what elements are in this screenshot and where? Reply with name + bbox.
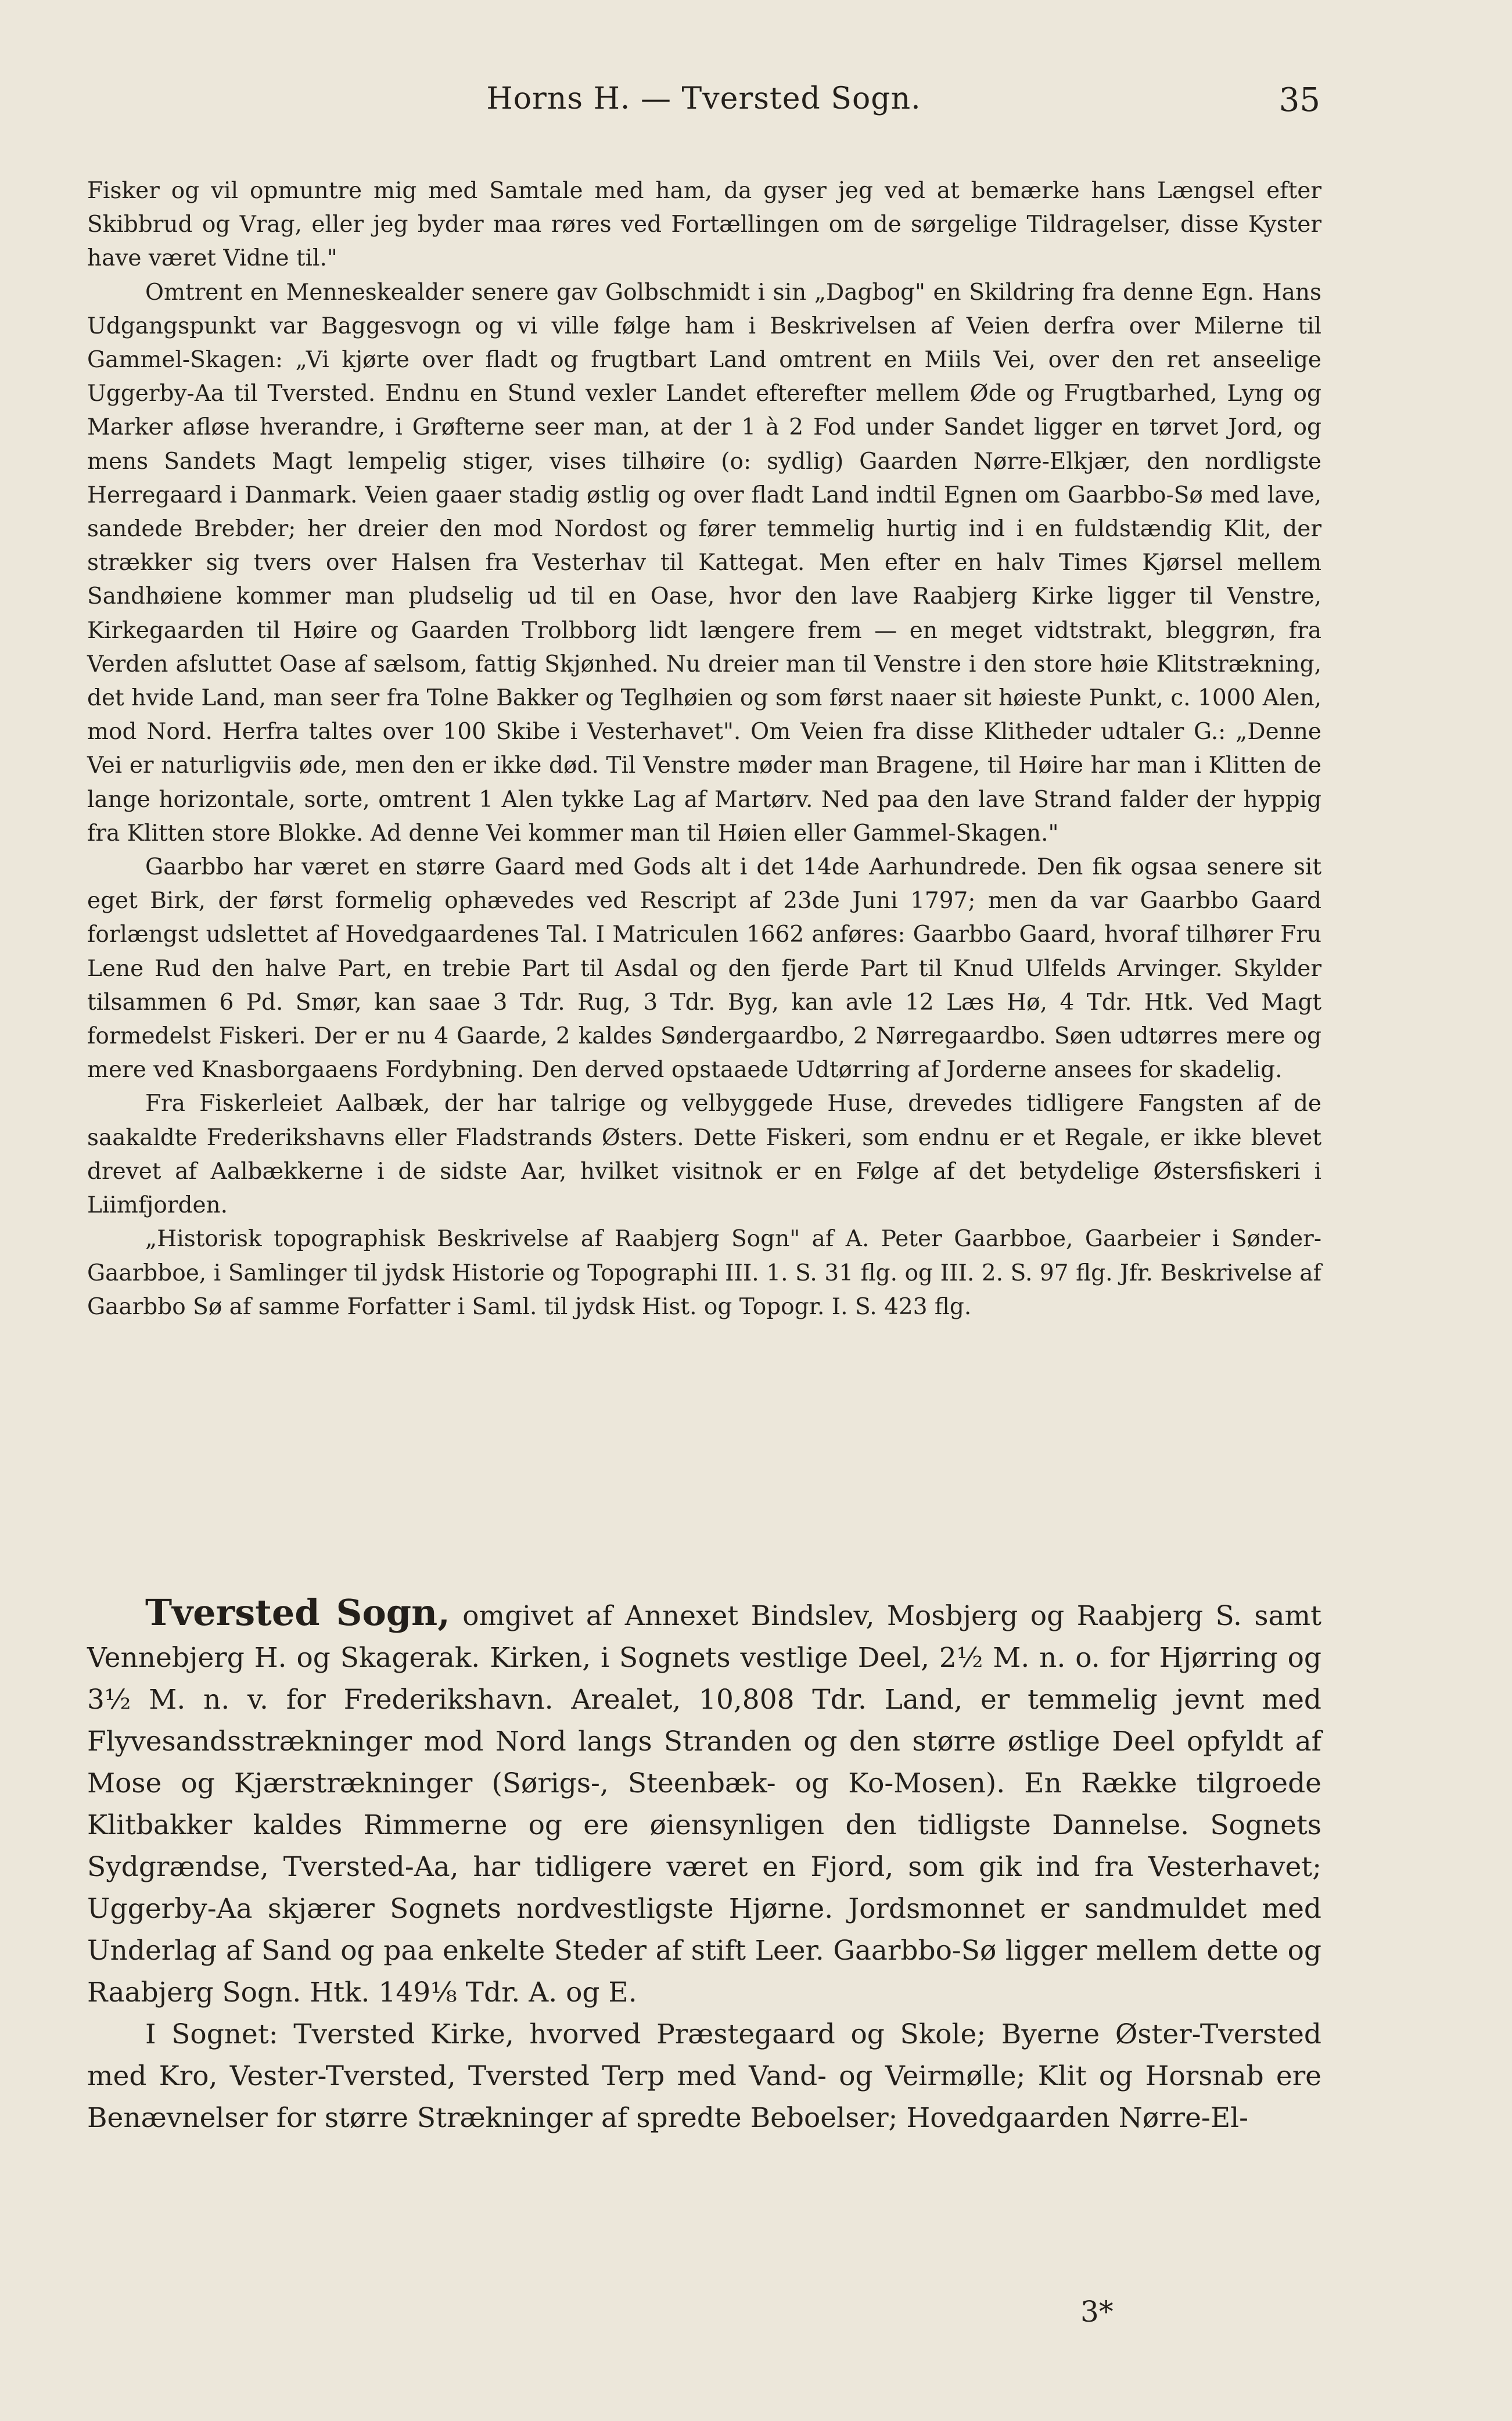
section-tversted xyxy=(87,1592,1321,2139)
paragraph: Fisker og vil opmuntre mig med Samtale med ham, da gyser jeg ved at bemærke hans Længsel efter Skibbrud og Vrag, eller jeg byder maa røres ved Fortællingen om de sørgelige Tildragelser, disse Kyster have været Vidne til." xyxy=(87,178,1321,272)
signature-mark: 3* xyxy=(1080,2295,1114,2329)
body-text-small xyxy=(87,174,1321,1324)
section-paragraph-text: omgivet af Annexet Bindslev, Mosbjerg og Raabjerg S. samt Vennebjerg H. og Skagerak. Kirken, i Sognets vestlige Deel, 2½ M. n. o. for Hjørring og 3½ M. n. v. for Frederikshavn. Arealet, 10,808 Tdr. Land, er temmelig jevnt med Flyvesandsstrækninger mod Nord langs Stranden og den større østlige Deel opfyldt af Mose og Kjærstrækninger (Sørigs-, Steenbæk- og Ko-Mosen). En Række tilgroede Klitbakker kaldes Rimmerne og ere øiensynligen den tidligste Dannelse. Sognets Sydgrændse, Tversted-Aa, har tidligere været en Fjord, som gik ind fra Vesterhavet; Uggerby-Aa skjærer Sognets nordvestligste Hjørne. Jordsmonnet er sandmuldet med Underlag af Sand og paa enkelte Steder af stift Leer. Gaarbbo-Sø ligger mellem dette og Raabjerg Sogn. Htk. 149⅛ Tdr. A. og E. xyxy=(87,1600,1322,2008)
page-number: 35 xyxy=(1278,81,1320,119)
running-header xyxy=(87,81,1320,134)
section-paragraph: I Sognet: Tversted Kirke, hvorved Præstegaard og Skole; Byerne Øster-Tversted med Kro, Vester-Tversted, Tversted Terp med Vand- og Veirmølle; Klit og Horsnab ere Benævnelser for større Strækninger af spredte Beboelser; Hovedgaarden Nørre-El- xyxy=(87,2018,1321,2134)
paragraph: Gaarbbo har været en større Gaard med Gods alt i det 14de Aarhundrede. Den fik ogsaa senere sit eget Birk, der først formelig ophævedes ved Rescript af 23de Juni 1797; men da var Gaarbbo Gaard forlængst udslettet af Hovedgaardenes Tal. I Matriculen 1662 anføres: Gaarbbo Gaard, hvoraf tilhører Fru Lene Rud den halve Part, en trebie Part til Asdal og den fjerde Part til Knud Ulfelds Arvinger. Skylder tilsammen 6 Pd. Smør, kan saae 3 Tdr. Rug, 3 Tdr. Byg, kan avle 12 Læs Hø, 4 Tdr. Htk. Ved Magt formedelst Fiskeri. Der er nu 4 Gaarde, 2 kaldes Søndergaardbo, 2 Nørregaardbo. Søen udtørres mere og mere ved Knasborgaaens Fordybning. Den derved opstaaede Udtørring af Jorderne ansees for skadelig. xyxy=(87,854,1321,1084)
paragraph: Omtrent en Menneskealder senere gav Golbschmidt i sin „Dagbog" en Skildring fra denne Egn. Hans Udgangspunkt var Baggesvogn og vi ville følge ham i Beskrivelsen af Veien derfra over Milerne til Gammel-Skagen: „Vi kjørte over fladt og frugtbart Land omtrent en Miils Vei, over den ret anseelige Uggerby-Aa til Tversted. Endnu en Stund vexler Landet efterefter mellem Øde og Frugtbarhed, Lyng og Marker afløse hverandre, i Grøfterne seer man, at der 1 à 2 Fod under Sandet ligger en tørvet Jord, og mens Sandets Magt lempelig stiger, vises tilhøire (o: sydlig) Gaarden Nørre-Elkjær, den nordligste Herregaard i Danmark. Veien gaaer stadig østlig og over fladt Land indtil Egnen om Gaarbbo-Sø med lave, sandede Brebder; her dreier den mod Nordost og fører temmelig hurtig ind i en fuldstændig Klit, der strækker sig tvers over Halsen fra Vesterhav til Kattegat. Men efter en halv Times Kjørsel mellem Sandhøiene kommer man pludselig ud til en Oase, hvor den lave Raabjerg Kirke ligger til Venstre, Kirkegaarden til Høire og Gaarden Trolbborg lidt længere frem — en meget vidtstrakt, bleggrøn, fra Verden afsluttet Oase af sælsom, fattig Skjønhed. Nu dreier man til Venstre i den store høie Klitstrækning, det hvide Land, man seer fra Tolne Bakker og Teglhøien og som først naaer sit høieste Punkt, c. 1000 Alen, mod Nord. Herfra taltes over 100 Skibe i Vesterhavet". Om Veien fra disse Klitheder udtaler G.: „Denne Vei er naturligviis øde, men den er ikke død. Til Venstre møder man Bragene, til Høire har man i Klitten de lange horizontale, sorte, omtrent 1 Alen tykke Lag af Martørv. Ned paa den lave Strand falder der hyppig fra Klitten store Blokke. Ad denne Vei kommer man til Høien eller Gammel-Skagen." xyxy=(87,279,1321,847)
running-title: Horns H. — Tversted Sogn. xyxy=(486,81,921,116)
paragraph: Fra Fiskerleiet Aalbæk, der har talrige og velbyggede Huse, drevedes tidligere Fangsten af de saakaldte Frederikshavns eller Fladstrands Østers. Dette Fiskeri, som endnu er et Regale, er ikke blevet drevet af Aalbækkerne i de sidste Aar, hvilket visitnok er en Følge af det betydelige Østersfiskeri i Liimfjorden. xyxy=(87,1091,1321,1219)
paragraph: „Historisk topographisk Beskrivelse af Raabjerg Sogn" af A. Peter Gaarbboe, Gaarbeier i Sønder-Gaarbboe, i Samlinger til jydsk Historie og Topographi III. 1. S. 31 flg. og III. 2. S. 97 flg. Jfr. Beskrivelse af Gaarbbo Sø af samme Forfatter i Saml. til jydsk Hist. og Topogr. I. S. 423 flg. xyxy=(87,1226,1321,1320)
section-heading: Tversted Sogn, xyxy=(145,1591,450,1634)
section-paragraph xyxy=(87,1592,1321,2014)
